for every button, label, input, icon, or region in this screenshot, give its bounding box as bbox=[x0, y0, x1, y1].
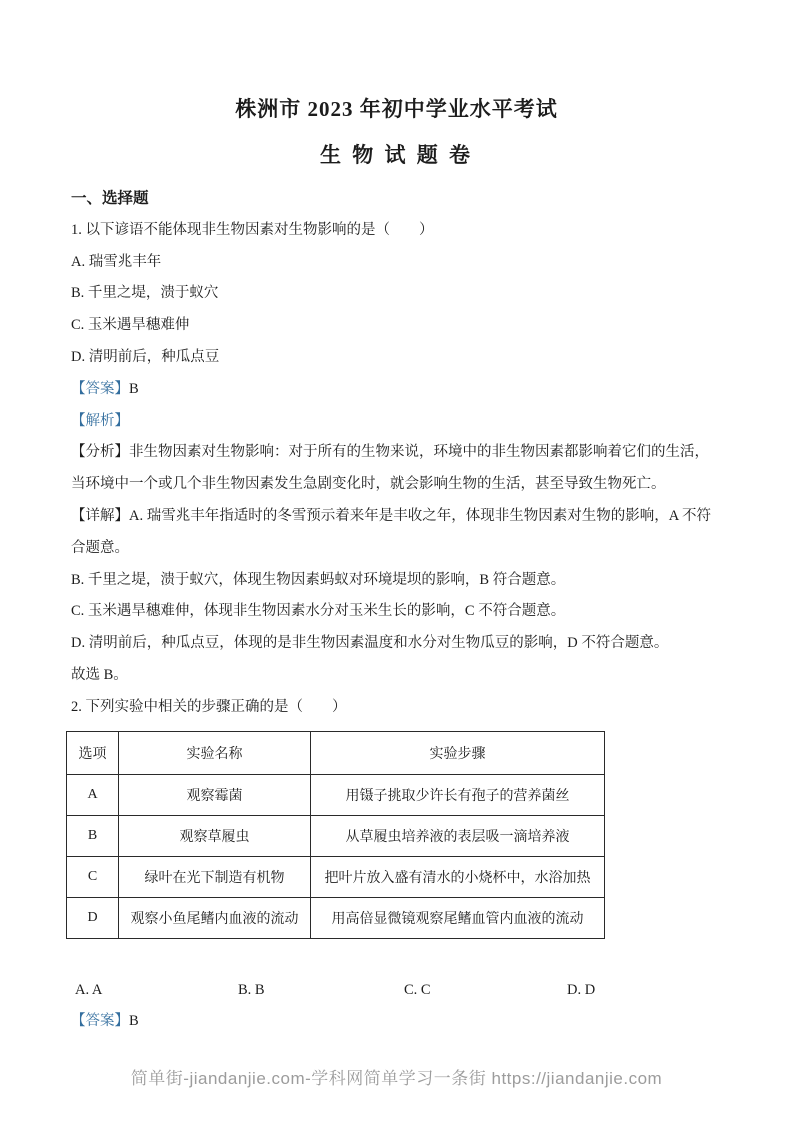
q1-analysis-label: 【分析】 bbox=[71, 444, 129, 461]
q2-stem: 2. 下列实验中相关的步骤正确的是（ ） bbox=[71, 698, 347, 715]
q2-cell-c-steps: 把叶片放入盛有清水的小烧杯中，水浴加热 bbox=[311, 856, 605, 897]
q1-answer-label: 【答案】 bbox=[71, 380, 129, 397]
q2-table-header-option: 选项 bbox=[67, 731, 119, 774]
q2-answer-label: 【答案】 bbox=[71, 1013, 129, 1030]
q2-cell-c-name: 绿叶在光下制造有机物 bbox=[119, 856, 311, 897]
q1-detail-paragraph-b: B. 千里之堤，溃于蚁穴，体现生物因素蚂蚁对环境堤坝的影响，B 符合题意。 bbox=[71, 571, 566, 588]
q1-detail-label: 【详解】 bbox=[71, 507, 129, 524]
q2-table-header-row bbox=[67, 731, 605, 774]
doc-title: 株洲市 2023 年初中学业水平考试 bbox=[235, 97, 558, 121]
q1-detail-conclusion: 故选 B。 bbox=[71, 666, 128, 683]
q1-option-a: A. 瑞雪兆丰年 bbox=[71, 253, 162, 270]
q1-stem: 1. 以下谚语不能体现非生物因素对生物影响的是（ ） bbox=[71, 221, 434, 238]
q2-answer-line bbox=[71, 1006, 722, 1038]
q2-table-row-b bbox=[67, 815, 605, 856]
q2-cell-a-steps: 用镊子挑取少许长有孢子的营养菌丝 bbox=[311, 774, 605, 815]
footer-text: 简单街-jiandanjie.com-学科网简单学习一条街 https://jiandanjie.com bbox=[130, 1069, 663, 1088]
q2-table-row-a bbox=[67, 774, 605, 815]
q2-table-row-c bbox=[67, 856, 605, 897]
q2-option-d: D. D bbox=[567, 981, 596, 998]
q2-option-a: A. A bbox=[75, 981, 103, 998]
q1-analysis-paragraph bbox=[71, 437, 722, 501]
q1-option-b: B. 千里之堤，溃于蚁穴 bbox=[71, 285, 219, 302]
doc-subtitle: 生 物 试 题 卷 bbox=[320, 143, 473, 167]
q2-experiment-table bbox=[66, 731, 605, 939]
q1-option-c: C. 玉米遇旱穗难伸 bbox=[71, 317, 190, 334]
q2-option-c: C. C bbox=[404, 981, 431, 998]
section-heading: 一、选择题 bbox=[71, 190, 149, 207]
q2-cell-b-name: 观察草履虫 bbox=[119, 815, 311, 856]
q2-cell-d-option: D bbox=[67, 897, 119, 938]
q2-table-header-name: 实验名称 bbox=[119, 731, 311, 774]
q2-table-row-d bbox=[67, 897, 605, 938]
q2-cell-a-name: 观察霉菌 bbox=[119, 774, 311, 815]
q1-detail-paragraph-a bbox=[71, 501, 722, 565]
doc-content bbox=[71, 183, 722, 1038]
q2-cell-c-option: C bbox=[67, 856, 119, 897]
q1-answer-line bbox=[71, 374, 722, 406]
q2-cell-a-option: A bbox=[67, 774, 119, 815]
q2-table-body bbox=[67, 774, 605, 938]
q1-explain-label: 【解析】 bbox=[71, 412, 129, 429]
q1-answer-value: B bbox=[129, 380, 139, 397]
q2-cell-d-steps: 用高倍显微镜观察尾鳍血管内血液的流动 bbox=[311, 897, 605, 938]
q2-table-header-steps: 实验步骤 bbox=[311, 731, 605, 774]
q2-cell-b-option: B bbox=[67, 815, 119, 856]
q2-table-head bbox=[67, 731, 605, 774]
q2-options-row bbox=[71, 975, 722, 1007]
q1-detail-text-a: A. 瑞雪兆丰年指适时的冬雪预示着来年是丰收之年，体现非生物因素对生物的影响，A 不符合题意。 bbox=[71, 507, 712, 556]
q1-detail-paragraph-d: D. 清明前后，种瓜点豆，体现的是非生物因素温度和水分对生物瓜豆的影响，D 不符合题意。 bbox=[71, 635, 669, 652]
q2-cell-d-name: 观察小鱼尾鳍内血液的流动 bbox=[119, 897, 311, 938]
q2-option-b: B. B bbox=[238, 981, 265, 998]
q1-option-d: D. 清明前后，种瓜点豆 bbox=[71, 348, 220, 365]
q1-detail-paragraph-c: C. 玉米遇旱穗难伸，体现非生物因素水分对玉米生长的影响，C 不符合题意。 bbox=[71, 603, 566, 620]
q2-answer-value: B bbox=[129, 1013, 139, 1030]
q1-analysis-text: 非生物因素对生物影响：对于所有的生物来说，环境中的非生物因素都影响着它们的生活，当环境中一个或几个非生物因素发生急剧变化时，就会影响生物的生活，甚至导致生物死亡。 bbox=[71, 444, 709, 493]
q2-cell-b-steps: 从草履虫培养液的表层吸一滴培养液 bbox=[311, 815, 605, 856]
